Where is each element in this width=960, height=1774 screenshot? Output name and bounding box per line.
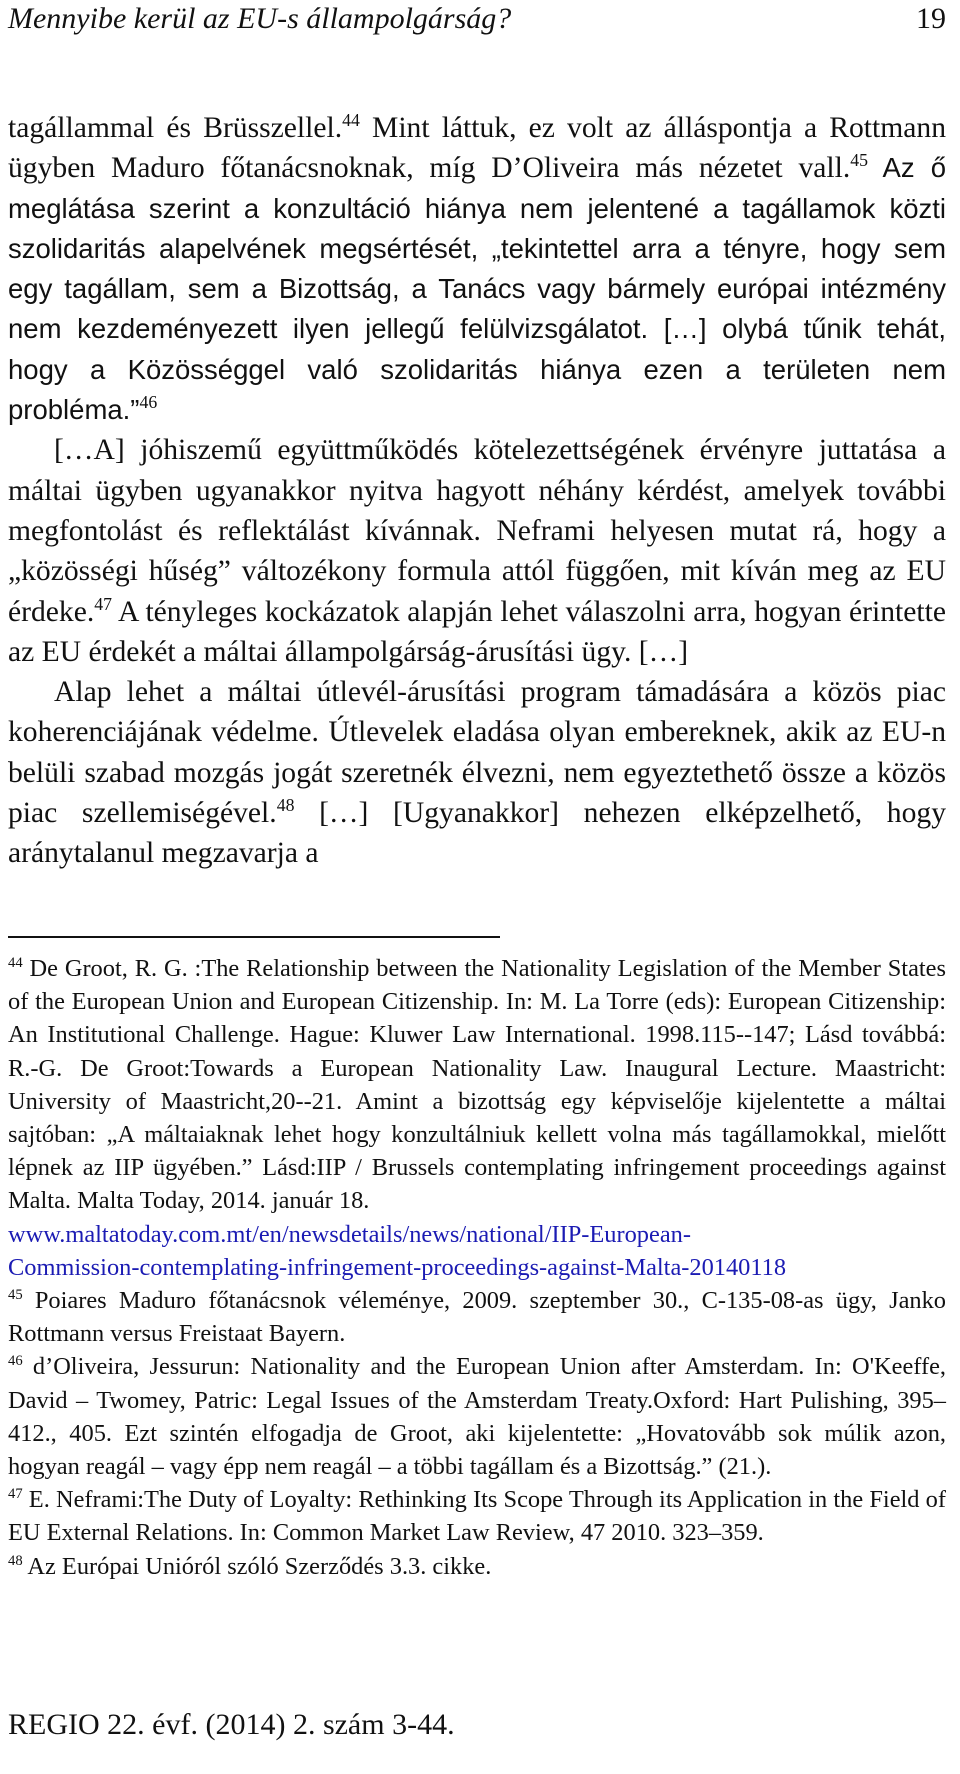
footnote-48 bbox=[8, 1550, 946, 1583]
footnote-separator bbox=[8, 936, 500, 938]
footnote-ref-45[interactable]: 45 bbox=[850, 150, 868, 171]
footnote-ref-46[interactable]: 46 bbox=[139, 392, 158, 413]
paragraph-1-part-c: Az ő meglátása szerint a konzultáció hiánya nem jelentené a tagállamok közti szolidaritás alapelvének megsértését, „tekintettel arra a tényre, hogy sem egy tagállam, sem a Bizottság, a Tanács vagy bármely európai intézmény nem kezdeményezett ilyen jellegű felülvizsgálatot. […] olybá tűnik tehát, hogy a Közösséggel való szolidaritás hiánya ezen a területen nem probléma.” bbox=[8, 152, 946, 426]
footnote-ref-48[interactable]: 48 bbox=[276, 795, 295, 816]
footnote-number-44: 44 bbox=[8, 954, 23, 971]
paragraph-2 bbox=[8, 430, 946, 672]
footnote-44-url-line-2[interactable]: Commission-contemplating-infringement-proceedings-against-Malta-20140118 bbox=[8, 1253, 787, 1281]
paragraph-3 bbox=[8, 672, 946, 873]
footnote-45 bbox=[8, 1284, 946, 1350]
footnote-number-47: 47 bbox=[8, 1486, 23, 1503]
footnote-number-45: 45 bbox=[8, 1286, 23, 1303]
page-number: 19 bbox=[916, 2, 946, 35]
footnote-46-text: d’Oliveira, Jessurun: Nationality and the European Union after Amsterdam. In: O'Keeffe, David – Twomey, Patric: Legal Issues of the Amsterdam Treaty.Oxford: Hart Pulishing, 395–412., 405. Ezt szintén elfogadja de Groot, aki kijelentette: „Hovatovább sok múlik azon, hogyan reagál – vagy épp nem reagál – a többi tagállam és a Bizottság.” (21.). bbox=[8, 1353, 946, 1481]
paragraph-2-part-b: A tényleges kockázatok alapján lehet válaszolni arra, hogyan érintette az EU érdekét a máltai állampolgárság-árusítási ügy. […] bbox=[8, 595, 946, 668]
footnote-number-46: 46 bbox=[8, 1353, 23, 1370]
main-text bbox=[8, 108, 946, 874]
running-header bbox=[8, 2, 946, 46]
paragraph-1 bbox=[8, 108, 946, 430]
footnote-47-text: E. Neframi:The Duty of Loyalty: Rethinking Its Scope Through its Application in the Field of EU External Relations. In: Common Market Law Review, 47 2010. 323–359. bbox=[8, 1486, 946, 1547]
footnote-ref-44[interactable]: 44 bbox=[342, 110, 360, 131]
footnote-47 bbox=[8, 1483, 946, 1549]
footnote-44-url-line-1[interactable]: www.maltatoday.com.mt/en/newsdetails/news/national/IIP-European- bbox=[8, 1220, 691, 1248]
paragraph-3-part-b: […] [Ugyanakkor] nehezen elképzelhető, hogy aránytalanul megzavarja a bbox=[8, 797, 946, 870]
footnote-44 bbox=[8, 952, 946, 1284]
footnotes bbox=[8, 952, 946, 1583]
footnote-45-text: Poiares Maduro főtanácsnok véleménye, 2009. szeptember 30., C-135-08-as ügy, Janko Rottmann versus Freistaat Bayern. bbox=[8, 1287, 946, 1348]
footnote-48-text: Az Európai Unióról szóló Szerződés 3.3. cikke. bbox=[22, 1552, 492, 1580]
running-footer: REGIO 22. évf. (2014) 2. szám 3-44. bbox=[8, 1708, 455, 1741]
footnote-44-text: De Groot, R. G. :The Relationship between the Nationality Legislation of the Member States of the European Union and European Citizenship. In: M. La Torre (eds): European Citizenship: An Institutional Challenge. Hague: Kluwer Law International. 1998.115--147; Lásd továbbá: R.-G. De Groot:Towards a European Nationality Law. Inaugural Lecture. Maastricht: University of Maastricht,20--21. Amint a bizottság egy képviselője kijelentette a máltai sajtóban: „A máltaiaknak lehet hogy konzultálniuk kellett volna más tagállamokkal, mielőtt lépnek az IIP ügyében.” Lásd:IIP / Brussels contemplating infringement proceedings against Malta. Malta Today, 2014. január 18. bbox=[8, 955, 946, 1215]
footnote-number-48: 48 bbox=[8, 1552, 23, 1569]
running-title: Mennyibe kerül az EU-s állampolgárság? bbox=[8, 2, 512, 35]
paragraph-1-part-b: Mint láttuk, ez volt az álláspontja a Rottmann ügyben Maduro főtanácsnoknak, míg D’Oliveira más nézetet vall. bbox=[8, 112, 946, 185]
paragraph-3-part-a: Alap lehet a máltai útlevél-árusítási program támadására a közös piac koherenciájának védelme. Útlevelek eladása olyan embereknek, akik az EU-n belüli szabad mozgás jogát szeretnék élvezni, nem egyeztethető össze a közös piac szellemiségével. bbox=[8, 676, 946, 830]
paragraph-1-part-a: tagállammal és Brüsszellel. bbox=[8, 112, 343, 144]
paragraph-2-part-a: […A] jóhiszemű együttműködés kötelezettségének érvényre juttatása a máltai ügyben ugyanakkor nyitva hagyott néhány kérdést, amelyek további megfontolást és reflektálást kívánnak. Neframi helyesen mutat rá, hogy a „közösségi hűség” változékony formula attól függően, mit kíván meg az EU érdeke. bbox=[8, 434, 946, 628]
footnote-ref-47[interactable]: 47 bbox=[94, 593, 113, 614]
footnote-46 bbox=[8, 1350, 946, 1483]
